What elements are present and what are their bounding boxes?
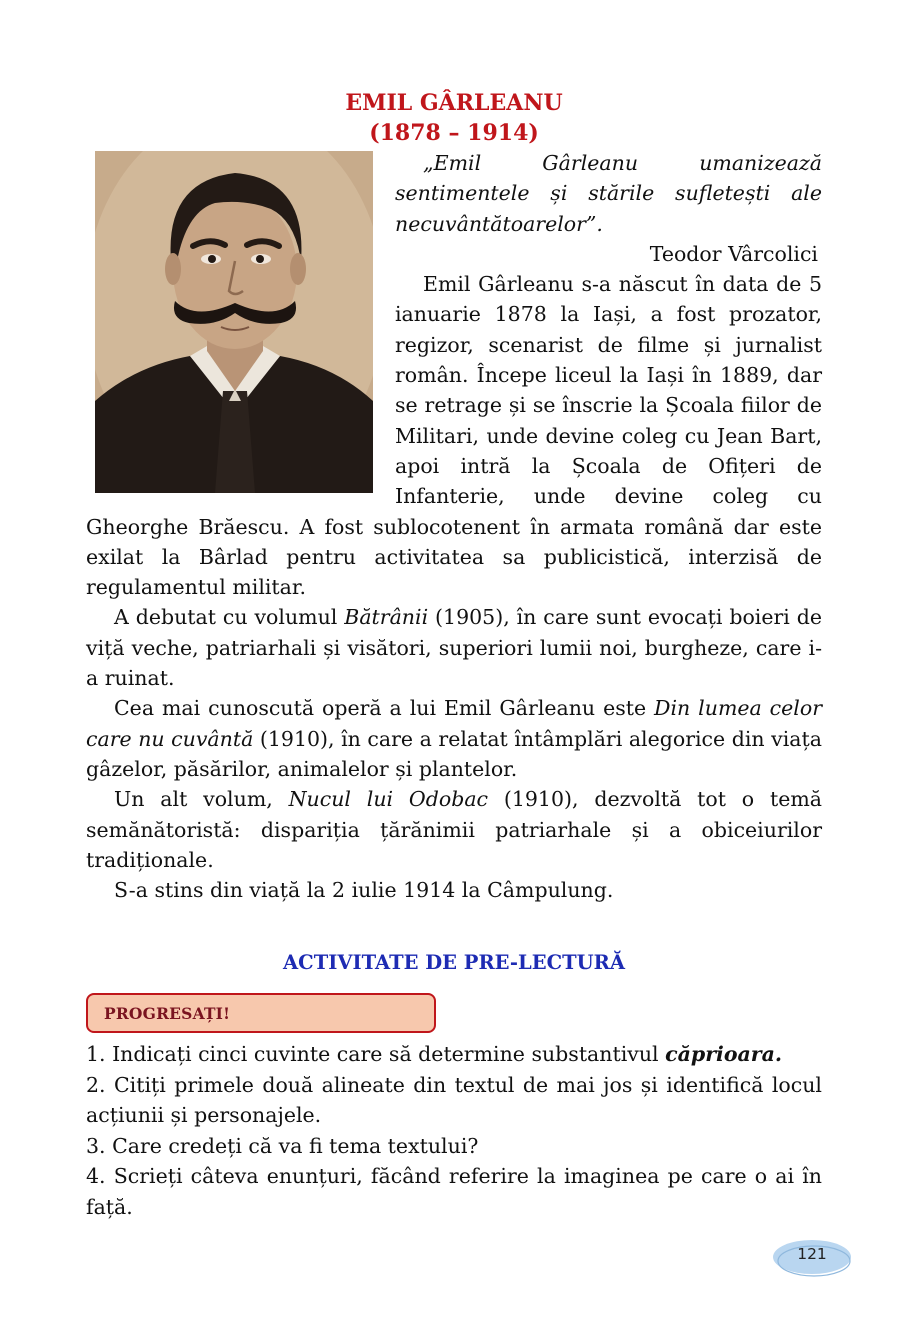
bio-p3-text-start: Cea mai cunoscută operă a lui Emil Gârleanu este [114, 696, 655, 721]
question-1-text: 1. Indicați cinci cuvinte care să determine substantivul [86, 1042, 666, 1067]
question-4: 4. Scrieți câteva enunțuri, făcând referire la imaginea pe care o ai în față. [86, 1164, 822, 1219]
book-title-nucul: Nucul lui Odobac [288, 787, 489, 812]
quote-text: „Emil Gârleanu umanizează sentimentele și stările sufletești ale necuvântătoarelor”. [395, 151, 822, 236]
quote-author: Teodor Vârcolici [649, 241, 818, 266]
author-years: (1878 – 1914) [369, 120, 539, 146]
author-name: EMIL GÂRLEANU [345, 90, 563, 116]
bio-paragraph-1: Emil Gârleanu s-a născut în data de 5 ianuarie 1878 la Iași, a fost prozator, regizor, scenarist de filme și jurnalist român. Începe liceul la Iași în 1889, dar se retrage și se înscrie la Școala fiilor de Militari, unde devine coleg cu Jean Bart, apoi intră la Școala de Ofițeri de Infanterie, unde devine coleg cu Gheorghe Brăescu. A fost sublocotenent în armata română dar este exilat la Bârlad pentru activitatea sa publicistică, interzisă de regulamentul militar. [86, 272, 822, 600]
bio-p2-text-start: A debutat cu volumul [114, 605, 345, 630]
bio-p4-text-start: Un alt volum, [114, 787, 289, 812]
bio-paragraph-3 [86, 693, 822, 784]
portrait-illustration [95, 151, 373, 493]
book-title-din-lumea: Din lumea celor care nu cuvântă [86, 696, 822, 751]
bio-paragraph-5: S-a stins din viață la 2 iulie 1914 la Câmpulung. [114, 878, 614, 903]
page-number-badge [772, 1238, 852, 1280]
question-1 [86, 1039, 822, 1070]
question-2: 2. Citiți primele două alineate din textul de mai jos și identifică locul acțiunii și personajele. [86, 1072, 822, 1128]
page-content [86, 88, 822, 1222]
bio-p3-text-end: (1910), în care a relatat întâmplări alegorice din viața gâzelor, păsărilor, animalelor și plantelor. [86, 726, 822, 781]
book-title-batranii: Bătrânii [344, 605, 429, 630]
question-3: 3. Care credeți că va fi tema textului? [86, 1133, 479, 1158]
author-portrait [95, 151, 373, 493]
author-title [86, 88, 822, 148]
progress-badge-label: PROGRESAȚI! [104, 1003, 231, 1023]
bio-paragraph-4 [86, 784, 822, 875]
page-number: 121 [797, 1245, 827, 1263]
bio-p2-text-end: (1905), în care sunt evocați boieri de viță veche, patriarhali și visători, superiori lumii noi, burgheze, care i-a ruinat. [86, 605, 823, 691]
progress-badge [86, 993, 436, 1033]
question-1-keyword: căprioara. [665, 1042, 783, 1067]
bio-paragraph-2 [86, 602, 822, 693]
activity-heading: ACTIVITATE DE PRE-LECTURĂ [283, 951, 625, 975]
bio-p4-text-end: (1910), dezvoltă tot o temă semănătoristă: dispariția țărănimii patriarhale și a obiceiurilor tradiționale. [86, 787, 822, 872]
